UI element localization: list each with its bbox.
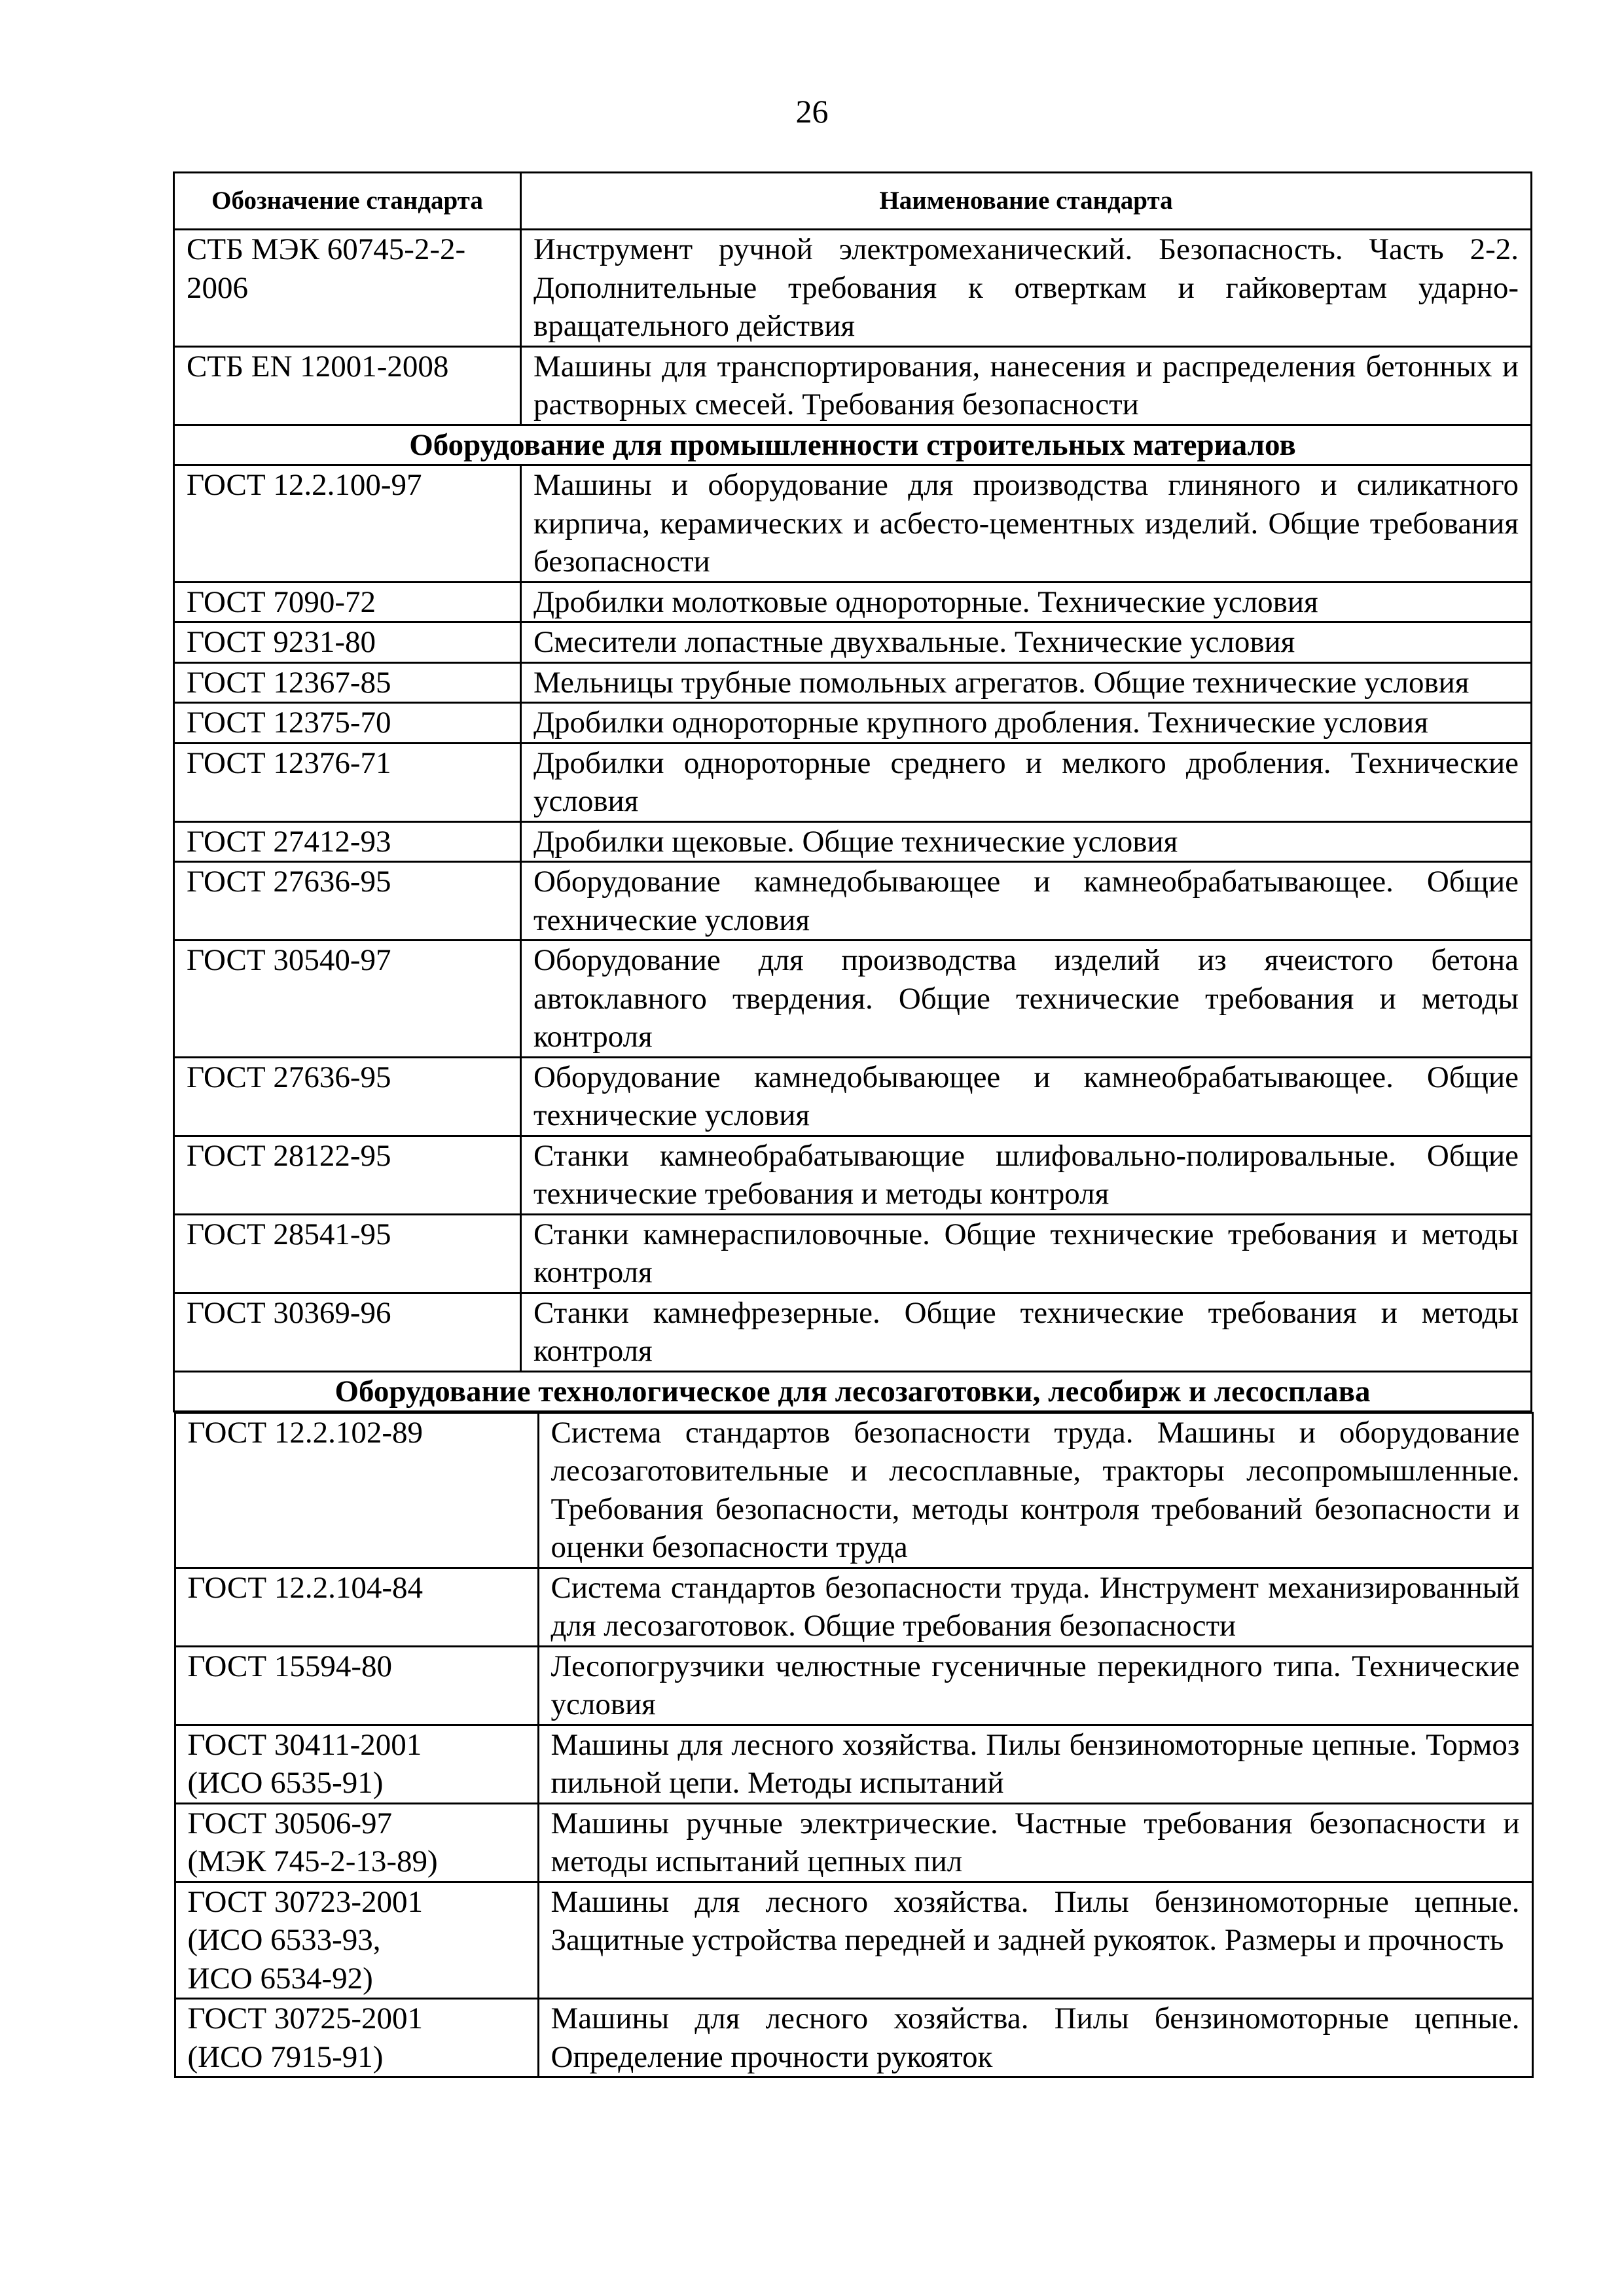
standard-code: ГОСТ 30369-96: [174, 1293, 521, 1371]
standard-code: ГОСТ 30723-2001 (ИСО 6533-93, ИСО 6534-92): [175, 1882, 538, 1999]
standard-code: ГОСТ 30725-2001 (ИСО 7915-91): [175, 1999, 538, 2077]
standard-name: Лесопогрузчики челюстные гусеничные перекидного типа. Технические условия: [538, 1646, 1532, 1725]
standard-name: Дробилки молотковые однороторные. Технические условия: [521, 582, 1532, 622]
standard-code: ГОСТ 30506-97 (МЭК 745-2-13-89): [175, 1803, 538, 1882]
standard-name: Машины для лесного хозяйства. Пилы бензиномоторные цепные. Защитные устройства передней и задней рукояток. Размеры и прочность: [538, 1882, 1532, 1999]
standard-code: ГОСТ 28541-95: [174, 1214, 521, 1293]
standard-code: ГОСТ 12367-85: [174, 662, 521, 703]
table-row: [174, 346, 1532, 425]
standard-code: ГОСТ 12376-71: [174, 743, 521, 821]
standard-code: ГОСТ 28122-95: [174, 1136, 521, 1214]
table-row: [175, 1646, 1532, 1725]
section-title: Оборудование технологическое для лесозаготовки, лесобирж и лесосплава: [174, 1371, 1532, 1412]
table-row: [174, 582, 1532, 622]
standard-name: Станки камнеобрабатывающие шлифовально-полировальные. Общие технические требования и методы контроля: [521, 1136, 1532, 1214]
table-row: [174, 703, 1532, 744]
standard-code: ГОСТ 30411-2001 (ИСО 6535-91): [175, 1725, 538, 1803]
table-row: [174, 743, 1532, 821]
section-header-2: [174, 1371, 1532, 1412]
table-row: [175, 1412, 1532, 1568]
standards-table: [173, 171, 1532, 2078]
table-row: [174, 941, 1532, 1058]
table-row: [174, 662, 1532, 703]
table-header-row: [174, 173, 1532, 230]
standard-code: ГОСТ 12.2.104-84: [175, 1568, 538, 1646]
table-row: [174, 1057, 1532, 1136]
table-row: [174, 862, 1532, 941]
table-row: [174, 1214, 1532, 1293]
standard-code: ГОСТ 7090-72: [174, 582, 521, 622]
table-row: [175, 1803, 1532, 1882]
table-row: [174, 1293, 1532, 1371]
section-title: Оборудование для промышленности строительных материалов: [174, 425, 1532, 465]
table-body-section-2: [174, 1412, 1532, 2079]
standard-code: ГОСТ 12.2.100-97: [174, 465, 521, 583]
standard-name: Оборудование для производства изделий из ячеистого бетона автоклавного твердения. Общие технические требования и методы контроля: [521, 941, 1532, 1058]
standard-name: Машины для лесного хозяйства. Пилы бензиномоторные цепные. Определение прочности рукояток: [538, 1999, 1532, 2077]
standard-code: ГОСТ 12375-70: [174, 703, 521, 744]
standard-code: ГОСТ 30540-97: [174, 941, 521, 1058]
standard-code: ГОСТ 15594-80: [175, 1646, 538, 1725]
standard-name: Оборудование камнедобывающее и камнеобрабатывающее. Общие технические условия: [521, 862, 1532, 941]
table-row: [174, 465, 1532, 583]
standard-name: Машины для транспортирования, нанесения и распределения бетонных и растворных смесей. Требования безопасности: [521, 346, 1532, 425]
page-number: 26: [795, 93, 829, 130]
standard-code: ГОСТ 27412-93: [174, 821, 521, 862]
table-row: [175, 1999, 1532, 2077]
standard-name: Станки камнефрезерные. Общие технические требования и методы контроля: [521, 1293, 1532, 1371]
standard-name: Система стандартов безопасности труда. Инструмент механизированный для лесозаготовок. Общие требования безопасности: [538, 1568, 1532, 1646]
standard-name: Станки камнераспиловочные. Общие технические требования и методы контроля: [521, 1214, 1532, 1293]
standard-code: ГОСТ 9231-80: [174, 622, 521, 663]
standard-code: ГОСТ 27636-95: [174, 862, 521, 941]
standard-name: Машины ручные электрические. Частные требования безопасности и методы испытаний цепных пил: [538, 1803, 1532, 1882]
standard-name: Оборудование камнедобывающее и камнеобрабатывающее. Общие технические условия: [521, 1057, 1532, 1136]
table-row: [174, 622, 1532, 663]
standard-name: Дробилки однороторные крупного дробления. Технические условия: [521, 703, 1532, 744]
table-row: [175, 1882, 1532, 1999]
standard-name: Система стандартов безопасности труда. Машины и оборудование лесозаготовительные и лесосплавные, тракторы лесопромышленные. Требования безопасности, методы контроля требований безопасности и оценки безопасности труда: [538, 1412, 1532, 1568]
standard-name: Машины для лесного хозяйства. Пилы бензиномоторные цепные. Тормоз пильной цепи. Методы испытаний: [538, 1725, 1532, 1803]
standard-name: Смесители лопастные двухвальные. Технические условия: [521, 622, 1532, 663]
section-2-table: [174, 1412, 1534, 2079]
table-body-section-1: [174, 465, 1532, 1372]
section-header-1: [174, 425, 1532, 465]
standard-code: СТБ МЭК 60745-2-2- 2006: [174, 230, 521, 347]
standard-code: ГОСТ 12.2.102-89: [175, 1412, 538, 1568]
table-body-top: [174, 230, 1532, 425]
column-header-name: Наименование стандарта: [521, 173, 1532, 230]
standard-name: Дробилки щековые. Общие технические условия: [521, 821, 1532, 862]
standard-code: ГОСТ 27636-95: [174, 1057, 521, 1136]
standard-name: Мельницы трубные помольных агрегатов. Общие технические условия: [521, 662, 1532, 703]
table-row: [174, 1136, 1532, 1214]
table-row: [174, 230, 1532, 347]
standard-name: Дробилки однороторные среднего и мелкого дробления. Технические условия: [521, 743, 1532, 821]
standard-name: Машины и оборудование для производства глиняного и силикатного кирпича, керамических и асбесто-цементных изделий. Общие требования безопасности: [521, 465, 1532, 583]
standard-name: Инструмент ручной электромеханический. Безопасность. Часть 2-2. Дополнительные требования к отверткам и гайковертам ударно-вращательного действия: [521, 230, 1532, 347]
table-row: [174, 821, 1532, 862]
table-row: [175, 1725, 1532, 1803]
column-header-code: Обозначение стандарта: [174, 173, 521, 230]
table-row: [175, 1568, 1532, 1646]
standard-code: СТБ EN 12001-2008: [174, 346, 521, 425]
